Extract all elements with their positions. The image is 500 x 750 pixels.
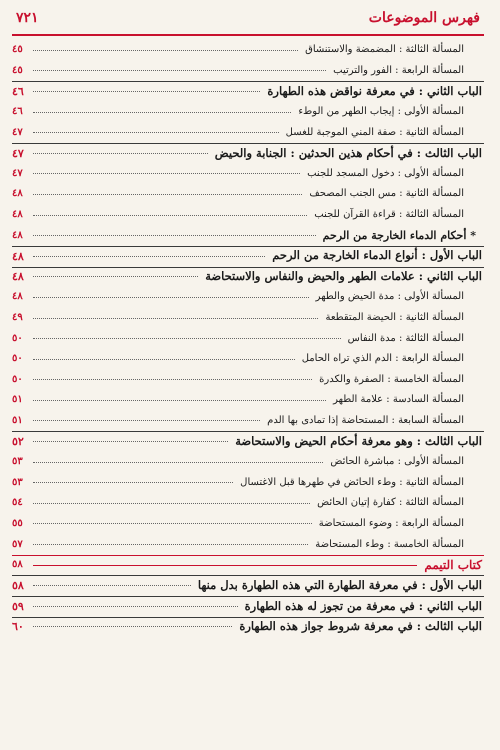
toc-entry[interactable] xyxy=(12,472,484,493)
leader-dots xyxy=(33,276,198,277)
toc-entry-page: ٤٦ xyxy=(12,106,23,118)
toc-entry-text: الباب الأول : في معرفة الطهارة التي هذه الطهارة بدل منها xyxy=(197,577,482,592)
toc-entry-page: ٥٠ xyxy=(12,353,23,365)
leader-dots xyxy=(33,338,341,339)
leader-dots xyxy=(33,91,260,92)
toc-entry-text: كتاب التيمم xyxy=(424,558,482,573)
toc-entry-page: ٤٥ xyxy=(12,44,23,56)
toc-entry-page: ٤٨ xyxy=(12,291,23,303)
toc-entry-page: ٥١ xyxy=(12,394,23,406)
toc-entry-text: المسألة الخامسة : الصفرة والكدرة xyxy=(319,373,464,385)
toc-entry-text: الباب الثالث : في معرفة شروط جواز هذه الطهارة xyxy=(239,619,482,634)
toc-entry[interactable] xyxy=(12,61,484,82)
table-of-contents xyxy=(12,40,484,637)
toc-entry-text: المسألة الأولى : مدة الحيض والطهر xyxy=(315,291,464,303)
toc-entry-page: ٥١ xyxy=(12,414,23,426)
leader-dots xyxy=(33,441,228,442)
toc-entry-page: ٥٤ xyxy=(12,497,23,509)
toc-entry-page: ٥٠ xyxy=(12,332,23,344)
toc-entry[interactable] xyxy=(12,534,484,555)
leader-dots xyxy=(33,420,260,421)
toc-entry-text: المسألة الثالثة : قراءة القرآن للجنب xyxy=(314,209,464,221)
toc-entry[interactable] xyxy=(12,452,484,473)
leader-dots xyxy=(33,70,326,71)
toc-entry-page: ٤٥ xyxy=(12,64,23,76)
toc-entry-text: المسألة الأولى : مباشرة الحائض xyxy=(330,456,464,468)
toc-chapter[interactable] xyxy=(12,575,484,596)
toc-entry-text: المسألة الثانية : مس الجنب المصحف xyxy=(309,188,464,200)
leader-dots xyxy=(33,235,316,236)
page-header xyxy=(12,8,484,36)
leader-dots xyxy=(33,606,238,607)
toc-entry-text: المسألة الأولى : دخول المسجد للجنب xyxy=(307,167,464,179)
leader-dots xyxy=(33,400,326,401)
toc-chapter[interactable] xyxy=(12,246,484,267)
leader-dots xyxy=(33,256,265,257)
toc-entry[interactable] xyxy=(12,514,484,535)
index-page xyxy=(0,8,500,750)
leader-dots xyxy=(33,215,307,216)
toc-entry[interactable] xyxy=(12,349,484,370)
leader-dots xyxy=(33,318,318,319)
toc-entry-page: ٤٧ xyxy=(12,126,23,138)
leader-dots xyxy=(33,462,323,463)
toc-entry-page: ٥٣ xyxy=(12,456,23,468)
toc-entry[interactable] xyxy=(12,328,484,349)
toc-entry[interactable] xyxy=(12,102,484,123)
leader-dots xyxy=(33,626,232,627)
toc-chapter[interactable] xyxy=(12,431,484,452)
toc-entry[interactable] xyxy=(12,287,484,308)
leader-dots xyxy=(33,585,191,586)
leader-dots xyxy=(33,194,302,195)
toc-entry-text: المسألة السادسة : علامة الطهر xyxy=(333,394,464,406)
toc-entry[interactable] xyxy=(12,370,484,391)
toc-entry-page: ٥٢ xyxy=(12,435,24,449)
toc-entry-text: الباب الأول : أنواع الدماء الخارجة من الرحم xyxy=(272,248,482,263)
page-number: ٧٢١ xyxy=(16,10,39,26)
toc-entry-text: الباب الثالث : وهو معرفة أحكام الحيض والاستحاضة xyxy=(235,433,482,448)
toc-entry-page: ٤٦ xyxy=(12,84,24,98)
toc-entry-page: ٥٧ xyxy=(12,538,23,550)
leader-dots xyxy=(33,173,300,174)
leader-dots xyxy=(33,297,309,298)
toc-entry-page: ٥٨ xyxy=(12,579,24,593)
leader-dots xyxy=(33,544,308,545)
toc-entry-text: المسألة الثالثة : كفارة إتيان الحائض xyxy=(317,497,464,509)
header-title: فهرس الموضوعات xyxy=(368,10,480,26)
toc-entry-text: المسألة الخامسة : وطء المستحاضة xyxy=(315,538,464,550)
toc-entry[interactable] xyxy=(12,40,484,61)
toc-entry-page: ٤٨ xyxy=(12,209,23,221)
toc-chapter[interactable] xyxy=(12,617,484,638)
toc-entry-page: ٤٨ xyxy=(12,249,24,263)
toc-entry-text: المسألة الأولى : إيجاب الطهر من الوطء xyxy=(298,106,464,118)
toc-entry-text: المسألة الثانية : وطء الحائض في طهرها قبل الاغتسال xyxy=(240,476,464,488)
toc-entry-text: الباب الثاني : علامات الطهر والحيض والنفاس والاستحاضة xyxy=(205,269,482,284)
toc-entry[interactable] xyxy=(12,493,484,514)
toc-entry-text: المسألة الرابعة : وضوء المستحاضة xyxy=(318,517,464,529)
toc-section-heading[interactable] xyxy=(12,225,484,246)
toc-entry-text: الباب الثاني : في معرفة نواقض هذه الطهارة xyxy=(267,83,482,98)
toc-entry-page: ٦٠ xyxy=(12,620,24,634)
toc-entry[interactable] xyxy=(12,164,484,185)
toc-entry-text: الباب الثالث : في أحكام هذين الحدثين : الجنابة والحيض xyxy=(214,145,482,160)
toc-entry-page: ٤٧ xyxy=(12,167,23,179)
toc-entry-text: المسألة الرابعة : الدم الذي تراه الحامل xyxy=(301,353,464,365)
leader-dots xyxy=(33,153,208,154)
toc-entry-page: ٥٠ xyxy=(12,373,23,385)
leader-dots xyxy=(33,503,310,504)
toc-entry-page: ٥٣ xyxy=(12,476,23,488)
toc-entry-text: * أحكام الدماء الخارجة من الرحم xyxy=(322,229,476,243)
toc-entry[interactable] xyxy=(12,411,484,432)
toc-entry[interactable] xyxy=(12,308,484,329)
toc-entry-page: ٤٨ xyxy=(12,229,23,241)
toc-entry-text: المسألة الثالثة : المضمضة والاستنشاق xyxy=(305,44,464,56)
toc-chapter[interactable] xyxy=(12,596,484,617)
leader-dots xyxy=(33,523,312,524)
toc-chapter[interactable] xyxy=(12,267,484,288)
leader-line xyxy=(33,565,417,566)
toc-entry-page: ٥٩ xyxy=(12,599,24,613)
toc-entry-page: ٥٥ xyxy=(12,517,23,529)
leader-dots xyxy=(33,50,298,51)
toc-entry-page: ٥٨ xyxy=(12,559,23,571)
toc-entry-page: ٤٨ xyxy=(12,188,23,200)
toc-chapter[interactable] xyxy=(12,81,484,102)
toc-entry-page: ٤٩ xyxy=(12,312,23,324)
toc-entry[interactable] xyxy=(12,205,484,226)
leader-dots xyxy=(33,482,233,483)
leader-dots xyxy=(33,379,312,380)
toc-entry-page: ٤٧ xyxy=(12,146,24,160)
toc-entry-text: المسألة الثالثة : مدة النفاس xyxy=(347,332,464,344)
toc-entry-text: المسألة الثانية : الحيضة المتقطعة xyxy=(325,312,464,324)
toc-entry[interactable] xyxy=(12,122,484,143)
toc-entry-text: الباب الثاني : في معرفة من تجوز له هذه الطهارة xyxy=(244,598,482,613)
toc-entry-page: ٤٨ xyxy=(12,270,24,284)
toc-chapter[interactable] xyxy=(12,143,484,164)
toc-entry[interactable] xyxy=(12,390,484,411)
toc-entry[interactable] xyxy=(12,184,484,205)
toc-entry-text: المسألة السابعة : المستحاضة إذا تمادى بها الدم xyxy=(267,414,464,426)
toc-book-heading[interactable] xyxy=(12,555,484,576)
leader-dots xyxy=(33,132,279,133)
leader-dots xyxy=(33,112,291,113)
leader-dots xyxy=(33,359,295,360)
toc-entry-text: المسألة الرابعة : الفور والترتيب xyxy=(333,64,464,76)
toc-entry-text: المسألة الثانية : صفة المني الموجبة للغسل xyxy=(285,126,464,138)
